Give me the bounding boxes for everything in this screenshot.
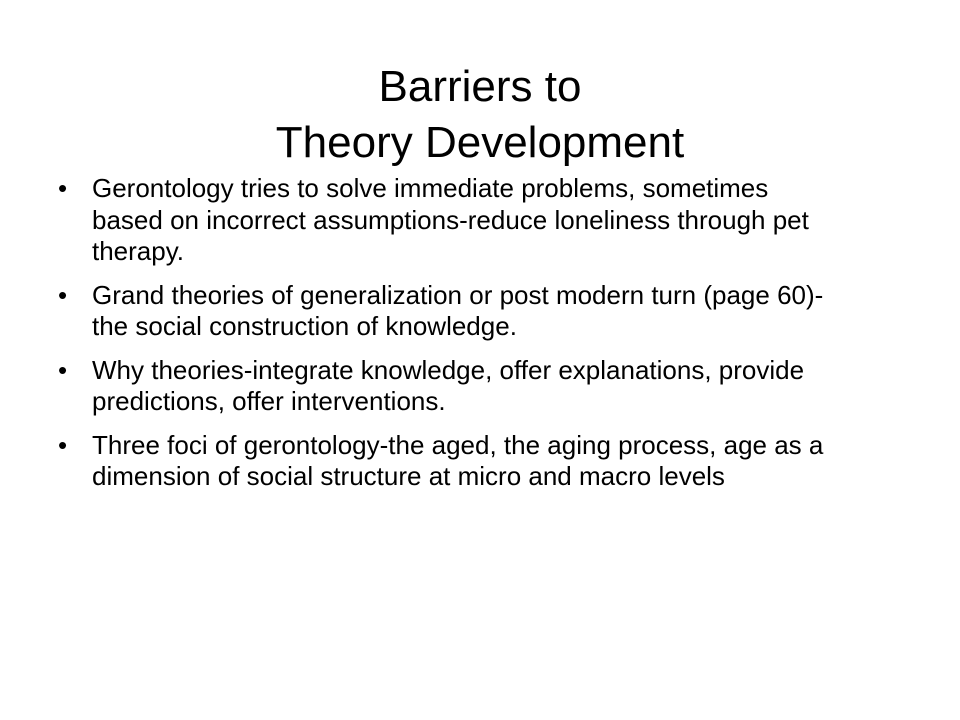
bullet-point-icon: • <box>58 354 68 385</box>
bullet-item <box>58 173 838 268</box>
slide-title-line-2: Theory Development <box>275 118 685 168</box>
bullet-point-icon: • <box>58 429 68 460</box>
bullet-text: Grand theories of generalization or post modern turn (page 60)-the social construction of knowledge. <box>92 279 824 341</box>
slide-title-line-1: Barriers to <box>378 62 582 112</box>
slide-title <box>0 59 960 171</box>
bullet-item <box>58 280 838 343</box>
bullet-point-icon: • <box>58 173 68 203</box>
bullet-list <box>58 173 838 505</box>
bullet-item <box>58 355 838 418</box>
bullet-text: Gerontology tries to solve immediate problems, sometimes based on incorrect assumptions-reduce loneliness through pet therapy. <box>92 173 809 266</box>
bullet-point-icon: • <box>58 279 68 310</box>
bullet-text: Why theories-integrate knowledge, offer explanations, provide predictions, offer interventions. <box>92 354 805 416</box>
bullet-text: Three foci of gerontology-the aged, the aging process, age as a dimension of social structure at micro and macro levels <box>92 429 824 491</box>
bullet-item <box>58 430 838 493</box>
